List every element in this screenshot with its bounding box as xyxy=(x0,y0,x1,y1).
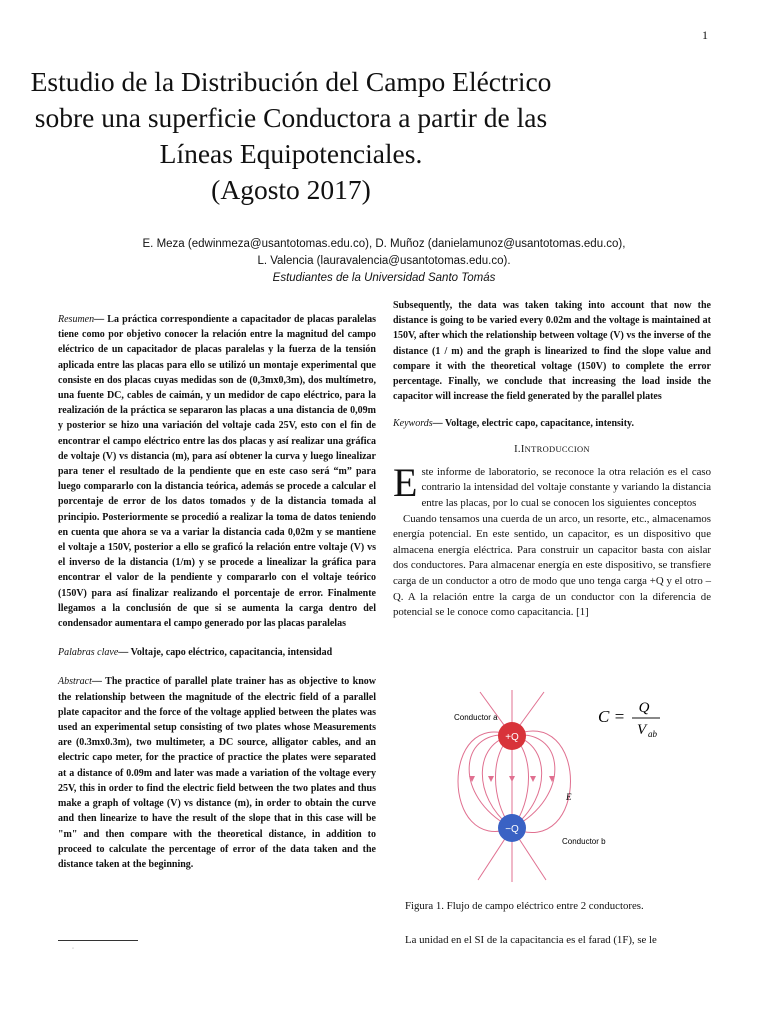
title-line: (Agosto 2017) xyxy=(211,174,371,205)
resumen-text: — La práctica correspondiente a capacitador de placas paralelas tiene como por objetivo conocer la relación entre la magnitud del campo eléctrico de un capacitador de placas paralelas y la fuerza de la tensión aplicada entre las placas para ello se utilizó un montaje experimental que consiste en dos placas cuyas medidas son de (0,3mx0,3m), dos multímetro, una fuente DC, cables de caimán, y un medidor de capo eléctrico, para la realización de la práctica se separaron las placas a una distancia de 0,09m y posterior se hizo una variación del voltaje cada 25V, esto con el fin de encontrar el campo eléctrico entre las dos placas y así realizar una gráfica de voltaje (V) vs distancia (m), para así obtener la curva y luego linealizar para tener el resultado de la pendiente que en este caso será “m” para luego compararlo con la distancia teórica, además se procede a calcular el porcentaje de error de los datos tomados y de la distancia tomada al principio. Posteriormente se procedió a realizar la toma de datos teniendo en cuenta que ahora se va a variar la distancia cada 0,02m y se mantiene el voltaje a 150V, posterior a ello se graficó la relación entre voltaje (V) vs el inverso de la distancia (1/m) y se procede a linealizar la gráfica para encontrar el valor de la pendiente y compararlo con el voltaje teórico (150V) para así finalizar realizando el porcentaje de error. Finalmente llegamos a la conclusión de que si se aumenta la carga dentro del condensador aumentara el campo generado por las placas paralelas xyxy=(58,314,376,630)
palabras-clave-label: Palabras clave xyxy=(58,647,119,659)
intro-text xyxy=(393,459,711,621)
paper-title xyxy=(0,64,582,208)
author-block xyxy=(0,236,768,287)
palabras-clave-paragraph xyxy=(58,645,376,660)
keywords-label: Keywords xyxy=(393,418,433,430)
field-arrows xyxy=(469,776,555,782)
title-line: Estudio de la Distribución del Campo Eléctrico xyxy=(30,66,552,97)
abstract-text: — The practice of parallel plate trainer has as objective to know the relationship between the magnitude of the electric field of a parallel plate capacitor and the force of the voltage applied between the plates was used an experimental setup consisting of two plates whose Measurements are (0.3mx0.3m), two multimeter, a DC source, alligator cables, and an electric capo meter, for the practice of practice the plates were separated at a distance of 0.09m and later was made a variation of the voltage every 25V, this in order to find the electric field between the two plates and thus make a graph of voltage (V) vs distance (m), in order to obtain the curve and then linearize to have the result of the slope that in this case will be "m" and then compare with the theoretical distance, in addition to proceed to calculate the percentage of error of the data taken and the distance taken at the beginning. xyxy=(58,676,376,870)
conductor-b-label: Conductor b xyxy=(562,837,606,846)
keywords-paragraph xyxy=(393,416,711,431)
affiliation: Estudiantes de la Universidad Santo Tomás xyxy=(272,272,496,284)
section-first-letter: I xyxy=(520,443,525,455)
section-numeral: I. xyxy=(514,443,521,455)
dropcap: E xyxy=(393,459,418,505)
resumen-label: Resumen xyxy=(58,314,95,325)
capacitance-formula xyxy=(598,700,660,739)
title-line: sobre una superficie Conductora a partir de las xyxy=(34,102,548,133)
section-rest: NTRODUCCION xyxy=(524,443,590,454)
continuation-line: La unidad en el SI de la capacitancia es el farad (1F), se le xyxy=(405,934,657,946)
left-column xyxy=(58,312,376,872)
authors-line: L. Valencia (lauravalencia@usantotomas.edu.co). xyxy=(257,255,511,267)
formula-numerator: Q xyxy=(638,700,650,716)
section-heading xyxy=(393,442,711,457)
title-line: Líneas Equipotenciales. xyxy=(159,138,423,169)
field-label: E xyxy=(566,792,572,802)
formula-subscript: ab xyxy=(648,729,657,739)
conductor-a-label: Conductor a xyxy=(454,713,498,722)
palabras-clave-text: — Voltaje, capo eléctrico, capacitancia, intensidad xyxy=(118,647,333,659)
intro-paragraph-2: Cuando tensamos una cuerda de un arco, un resorte, etc., almacenamos energía potencial. En este sentido, un capacitor, es un dispositivo que almacena energía eléctrica. Para construir un capacitor basta con aislar dos conductores. Para almacenar energía en este dispositivo, se transfiere carga de un conductor a otro de modo que uno tenga carga +Q y el otro –Q. A la relación entre la carga de un conductor con la diferencia de potencial se le conoce como capacitancia. [1] xyxy=(393,512,711,619)
resumen-paragraph xyxy=(58,312,376,631)
intro-paragraph-1-text: ste informe de laboratorio, se reconoce la otra relación es el caso contrario la intensidad del voltaje constante y variando la distancia entre las placas, por lo cual se conocen los siguientes conceptos xyxy=(421,465,711,510)
abstract-label: Abstract xyxy=(58,676,92,688)
keywords-text: — Voltage, electric capo, capacitance, intensity. xyxy=(432,418,634,430)
authors-line: E. Meza (edwinmeza@usantotomas.edu.co), D. Muñoz (danielamunoz@usantotomas.edu.co), xyxy=(142,238,626,250)
formula-denominator: V xyxy=(637,722,647,738)
positive-charge-label: +Q xyxy=(505,732,519,743)
field-lines-figure xyxy=(440,686,720,886)
formula-lhs: C = xyxy=(598,707,626,726)
right-column xyxy=(393,298,711,621)
footnote-rule xyxy=(58,940,138,941)
figure-caption: Figura 1. Flujo de campo eléctrico entre 2 conductores. xyxy=(405,900,644,912)
abstract-continued: Subsequently, the data was taken taking into account that now the distance is going to be varied every 0.02m and the voltage is maintained at 150V, after which the relationship between voltage (V) vs the inverse of the distance (1 / m) and the graph is linearized to find the slope value and compare it with the theoretical voltage (150V) to complete the error percentage. Finally, we conclude that increasing the load inside the capacitor will increase the field generated by the parallel plates xyxy=(393,300,711,403)
abstract-paragraph xyxy=(58,674,376,872)
intro-paragraph-1 xyxy=(393,459,711,512)
page-number: 1 xyxy=(702,28,708,42)
footnote-mark: ◦ xyxy=(72,946,75,952)
negative-charge-label: −Q xyxy=(505,824,519,835)
